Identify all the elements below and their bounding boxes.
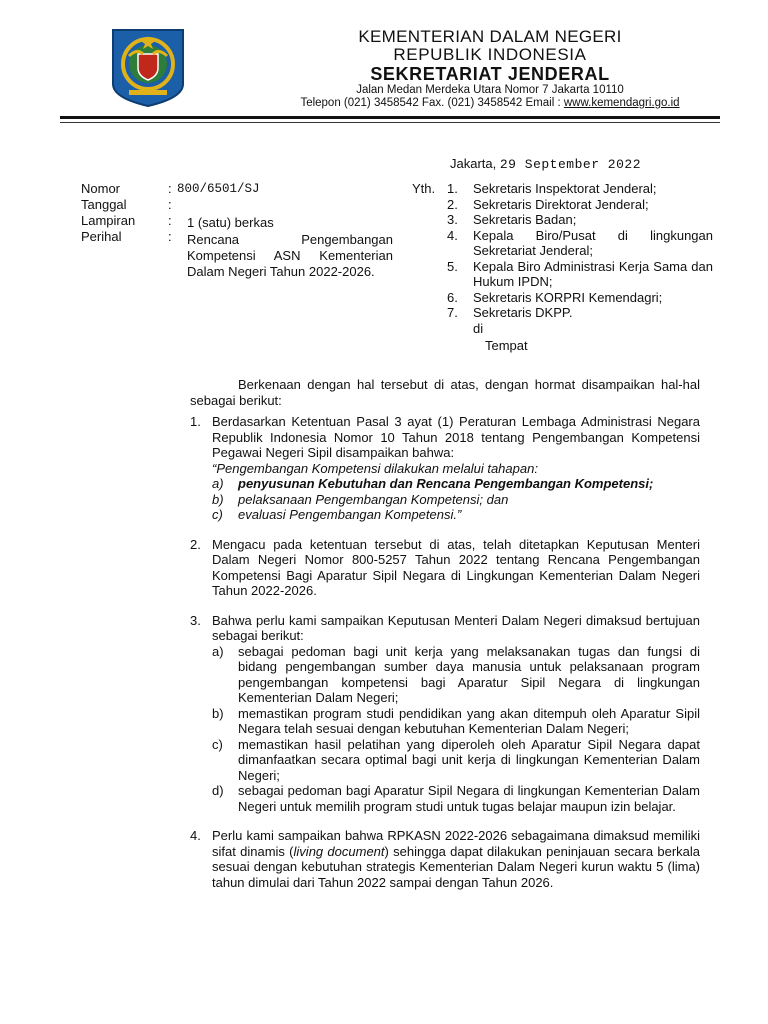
body-item-1: 1. Berdasarkan Ketentuan Pasal 3 ayat (1) Peraturan Lembaga Administrasi Negara Republik Indonesia Nomor 10 Tahun 2018 tentang Pengembangan Kompetensi Pegawai Negeri Sipil disampaikan bahwa: “Pengembangan Kompetensi dilakukan melalui tahapan: a) penyusunan Kebutuhan dan Rencana Pengembangan Kompetensi; b) pelaksanaan Pengembangan Kompetensi; dan c) evaluasi Pengembangan Kompetensi.” xyxy=(190,414,700,522)
letterhead-country: REPUBLIK INDONESIA xyxy=(393,45,587,64)
perihal-colon: : xyxy=(168,229,172,244)
sub-item-a: a) sebagai pedoman bagi unit kerja yang melaksanakan tugas dan fungsi di bidang pengembangan sumber daya manusia untuk pelaksanaan program pengembangan kompetensi bagi Aparatur Sipil Negara di lingkungan Kementerian Dalam Negeri; xyxy=(212,643,700,705)
tanggal-colon: : xyxy=(168,197,172,212)
lampiran-colon: : xyxy=(168,213,172,228)
body-item-4: 4. Perlu kami sampaikan bahwa RPKASN 2022-2026 sebagaimana dimaksud memiliki sifat dinamis (living document) sehingga dapat dilakukan peninjauan secara berkala sesuai dengan kebutuhan strategis Kementerian Dalam Negeri kurun waktu 5 (lima) tahun dimulai dari Tahun 2022 sampai dengan Tahun 2026. xyxy=(190,828,701,890)
recipient-list xyxy=(447,181,713,354)
letterhead-rule-thick xyxy=(60,116,720,119)
yth-label: Yth. xyxy=(412,181,436,196)
sub-item-b: b) pelaksanaan Pengembangan Kompetensi; dan xyxy=(212,491,509,507)
sub-item-b: b) memastikan program studi pendidikan yang akan ditempuh oleh Aparatur Sipil Negara telah sesuai dengan kebutuhan Kementerian Dalam Negeri; xyxy=(212,705,700,736)
letterhead-contact: Telepon (021) 3458542 Fax. (021) 3458542 Email : www.kemendagri.go.id xyxy=(300,97,680,109)
website-link[interactable]: www.kemendagri.go.id xyxy=(563,97,680,109)
body-item-3: 3. Bahwa perlu kami sampaikan Keputusan Menteri Dalam Negeri dimaksud bertujuan sebagai berikut: a) sebagai pedoman bagi unit kerja yang melaksanakan tugas dan fungsi di bidang pengembangan sumber daya manusia untuk pelaksanaan program pengembangan kompetensi bagi Aparatur Sipil Negara di lingkungan Kementerian Dalam Negeri; b) memastikan program studi pendidikan yang akan ditempuh oleh Aparatur Sipil Negara telah sesuai dengan kebutuhan Kementerian Dalam Negeri; c) memastikan hasil pelatihan yang diperoleh oleh Aparatur Sipil Negara dapat dimanfaatkan secara optimal bagi unit kerja di lingkungan Kementerian Dalam Negeri; d) sebagai pedoman bagi Aparatur Sipil Negara di lingkungan Kementerian Dalam Negeri untuk memilih program studi untuk tugas belajar maupun izin belajar. xyxy=(190,612,700,814)
ministry-logo xyxy=(107,26,189,108)
nomor-label: Nomor xyxy=(81,181,121,196)
sub-item-c: c) evaluasi Pengembangan Kompetensi.” xyxy=(212,507,462,522)
nomor-colon: : xyxy=(168,181,172,196)
garuda-emblem-icon xyxy=(107,26,189,108)
nomor-value: 800/6501/SJ xyxy=(177,182,260,196)
letterhead-rule-thin xyxy=(60,122,720,123)
sub-item-a: a) penyusunan Kebutuhan dan Rencana Pengembangan Kompetensi; xyxy=(212,476,654,491)
list-item: 6. Sekretaris KORPRI Kemendagri; xyxy=(447,289,663,305)
list-item: 2. Sekretaris Direktorat Jenderal; xyxy=(447,196,649,212)
letter-date: Jakarta, 29 September 2022 xyxy=(450,156,641,172)
recipient-tempat: Tempat xyxy=(485,338,528,353)
list-item: 1. Sekretaris Inspektorat Jenderal; xyxy=(447,181,657,196)
list-item: 7. Sekretaris DKPP. xyxy=(447,305,573,320)
tanggal-label: Tanggal xyxy=(81,197,127,212)
perihal-label: Perihal xyxy=(81,229,122,244)
lampiran-label: Lampiran xyxy=(81,213,136,228)
list-item: 4. Kepala Biro/Pusat di lingkungan Sekretariat Jenderal; xyxy=(447,227,713,258)
intro-paragraph: Berkenaan dengan hal tersebut di atas, dengan hormat disampaikan hal-hal sebagai berikut: xyxy=(190,377,700,408)
body-item-2: 2. Mengacu pada ketentuan tersebut di atas, telah ditetapkan Keputusan Menteri Dalam Negeri Nomor 800-5257 Tahun 2022 tentang Rencana Pengembangan Kompetensi Bagi Aparatur Sipil Negara di Lingkungan Kementerian Dalam Negeri Tahun 2022-2026. xyxy=(190,536,700,598)
recipient-di: di xyxy=(473,320,484,336)
perihal-value: Rencana Pengembangan Kompetensi ASN Kementerian Dalam Negeri Tahun 2022-2026. xyxy=(187,232,393,279)
letterhead-address: Jalan Medan Merdeka Utara Nomor 7 Jakarta 10110 xyxy=(356,84,624,96)
lampiran-value: 1 (satu) berkas xyxy=(187,215,274,230)
sub-item-d: d) sebagai pedoman bagi Aparatur Sipil Negara di lingkungan Kementerian Dalam Negeri untuk memilih program studi untuk tugas belajar maupun izin belajar. xyxy=(212,783,700,814)
list-item: 3. Sekretaris Badan; xyxy=(447,212,577,227)
letterhead-ministry: KEMENTERIAN DALAM NEGERI xyxy=(358,27,622,46)
letter-body xyxy=(190,414,700,904)
sub-item-c: c) memastikan hasil pelatihan yang diperoleh oleh Aparatur Sipil Negara dapat dimanfaatkan secara optimal bagi unit kerja di lingkungan Kementerian Dalam Negeri; xyxy=(212,736,700,783)
list-item: 5. Kepala Biro Administrasi Kerja Sama dan Hukum IPDN; xyxy=(447,258,713,289)
letterhead-secretariat: SEKRETARIAT JENDERAL xyxy=(370,64,610,84)
